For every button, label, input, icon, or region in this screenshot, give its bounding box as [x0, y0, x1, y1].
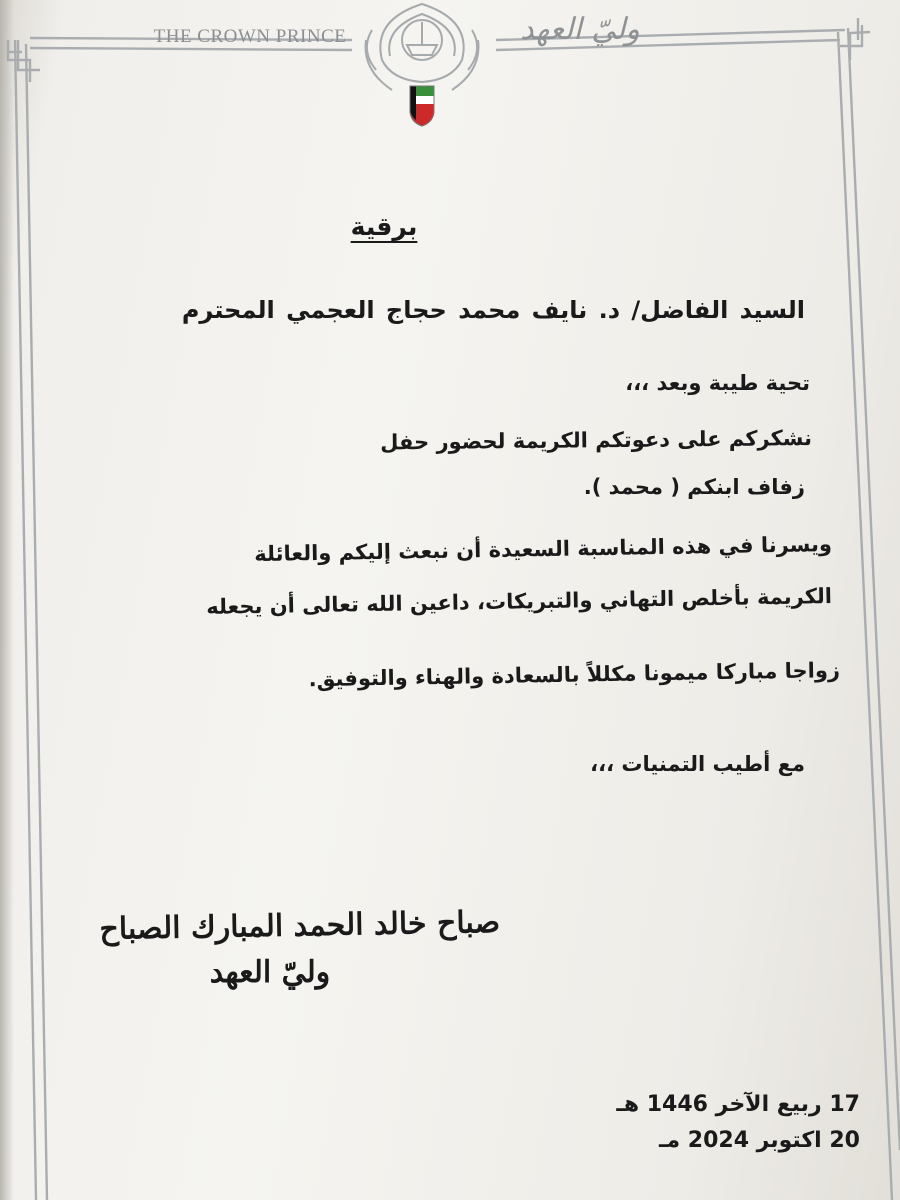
body-line: زفاف ابنكم ( محمد ).	[583, 475, 805, 499]
body-line: الكريمة بأخلص التهاني والتبريكات، داعين الله تعالى أن يجعله	[206, 584, 833, 619]
letter-title: برقية	[350, 212, 418, 241]
closing-line: مع أطيب التمنيات ،،،	[590, 752, 805, 776]
kuwait-emblem-icon	[352, 0, 492, 130]
flag-shield	[410, 86, 434, 126]
date-hijri: 17 ربيع الآخر 1446 هـ	[616, 1092, 860, 1117]
date-gregorian: 20 اكتوبر 2024 مـ	[658, 1128, 860, 1153]
signature-name: صباح خالد الحمد المبارك الصباح	[99, 905, 501, 947]
letterhead-title-ar: وليّ العهد	[520, 12, 640, 47]
body-line: زواجا مباركا ميمونا مكللاً بالسعادة والهناء والتوفيق.	[308, 658, 841, 692]
recipient-line: السيد الفاضل/ د. نايف محمد حجاج العجمي المحترم	[181, 296, 805, 324]
body-line: نشكركم على دعوتكم الكريمة لحضور حفل	[380, 426, 813, 455]
greeting-line: تحية طيبة وبعد ،،،	[625, 371, 810, 395]
body-line: ويسرنا في هذه المناسبة السعيدة أن نبعث إليكم والعائلة	[254, 532, 833, 567]
letterhead-title-en: THE CROWN PRINCE	[153, 26, 347, 47]
signature-title: وليّ العهد	[209, 955, 331, 990]
